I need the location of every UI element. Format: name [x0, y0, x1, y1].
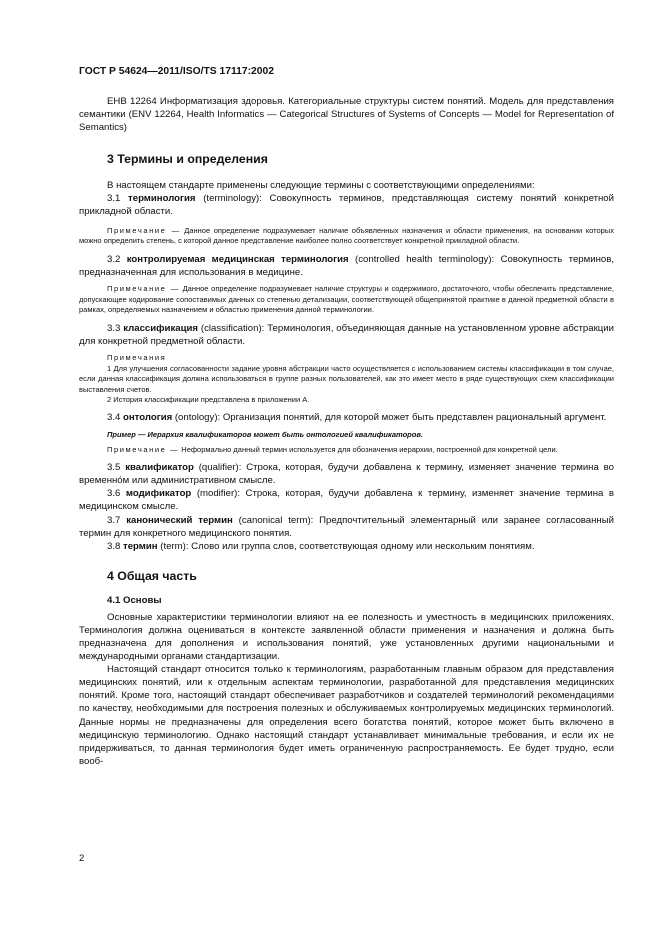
term-definition: (classification): Терминология, объединяющая данные на установленном уровне абстракции для конкретной предметной области. — [79, 322, 615, 347]
term-name: терминология — [128, 193, 196, 205]
note-3-3-item-2: 2 История классификации представлена в приложении А. — [107, 395, 310, 405]
note-label: Примечание — — [107, 283, 180, 293]
term-number: 3.7 — [107, 514, 121, 526]
term-definition: (term): Слово или группа слов, соответствующая одному или нескольким понятиям. — [157, 540, 535, 552]
term-name: классификация — [123, 322, 198, 334]
term-definition: (controlled health terminology): Совокупность терминов, предназначенная для использования в медицине. — [79, 253, 614, 278]
document-header: ГОСТ Р 54624—2011/ISO/TS 17117:2002 — [79, 66, 274, 77]
section-4-title: 4 Общая часть — [107, 568, 197, 583]
section-4-paragraph-1: Основные характеристики терминологии влияют на ее полезность и уместность в медицинских приложениях. Терминология должна оцениваться в контексте заявленной области применения и назначения и должна быть предназначена для дополнения и использования понятий, уже установленных другими национальными и международными органами стандартизации. — [79, 611, 614, 663]
term-number: 3.3 — [107, 322, 121, 334]
note-text: Неформально данный термин используется для обозначения иерархии, построенной для конкретной цели. — [179, 444, 558, 454]
term-number: 3.5 — [107, 462, 121, 474]
term-3-4 — [79, 411, 614, 424]
term-name: квалификатор — [125, 462, 194, 474]
term-definition: (modifier): Строка, которая, будучи добавлена к термину, изменяет значение термина в медицинском смысле. — [79, 488, 614, 513]
term-number: 3.2 — [107, 253, 121, 265]
section-4-paragraph-2: Настоящий стандарт относится только к терминологиям, разработанным главным образом для представления медицинских понятий, или к отдельным аспектам терминологии, разработанной для представления медицинских понятий. Кроме того, настоящий стандарт обеспечивает разработчиков и создателей терминологий рекомендациями по качеству, необходимыми для построения полезных и обслуживаемых контролируемых медицинских терминологий. Данные нормы не предназначены для определения всего богатства понятий, которое может быть включено в медицинскую терминологию. Однако настоящий стандарт устанавливает минимальные требования, и если их не придерживаться, то данная терминология будет иметь ограниченную распространяемость. Ее будет трудно, если вооб- — [79, 664, 614, 767]
example-3-4: Пример — Иерархия квалификаторов может быть онтологией квалификаторов. — [107, 429, 423, 439]
section-3-title: 3 Термины и определения — [107, 152, 268, 167]
note-3-1 — [79, 226, 614, 247]
notes-3-3-label: Примечания — [107, 352, 167, 362]
term-name: канонический термин — [126, 514, 233, 526]
note-text: Данное определение подразумевает наличие структуры и содержимого, достаточного, чтобы обеспечить представление, допускающее кодирование сопоставимых данных со степенью детализации, соответствующей общепринятой практике в данной предметной области в рамках, определяемых назначением и областью применения данной терминологии. — [79, 283, 615, 315]
normative-reference: ЕНВ 12264 Информатизация здоровья. Категориальные структуры систем понятий. Модель для представления семантики (ENV 12264, Health Informatics — Categorical Structures of Systems of Concepts — Model for Representation of Semantics) — [79, 96, 614, 134]
term-definition: (canonical term): Предпочтительный элементарный или заранее согласованный термин для конкретного медицинского понятия. — [79, 514, 614, 539]
page-number: 2 — [79, 853, 85, 864]
note-3-3-item-1: 1 Для улучшения согласованности задание уровня абстракции часто осуществляется с использованием системы классификации в том случае, если данная классификация должна использоваться в группе разных пользователей, как это имеет место в ряде существующих схем классификации выставления счетов. — [79, 363, 614, 394]
note-label: Примечание — — [107, 444, 180, 454]
term-definition: (ontology): Организация понятий, для которой может быть представлен рациональный аргумент. — [172, 411, 607, 423]
note-label: Примечание — — [107, 225, 181, 235]
section-3-lead: В настоящем стандарте применены следующие термины с соответствующими определениями: — [107, 180, 535, 192]
term-3-2 — [79, 253, 614, 279]
note-3-2 — [79, 284, 614, 316]
document-body — [79, 95, 614, 768]
term-3-6 — [79, 487, 614, 513]
term-number: 3.4 — [107, 411, 121, 423]
term-definition: (qualifier): Строка, которая, будучи добавлена к термину, изменяет значение термина во временно́м или административном смысле. — [79, 462, 615, 487]
term-number: 3.6 — [107, 488, 121, 500]
note-3-4 — [79, 445, 614, 456]
term-number: 3.1 — [107, 193, 121, 205]
term-3-5 — [79, 461, 614, 487]
term-name: модификатор — [125, 488, 192, 500]
term-number: 3.8 — [107, 540, 121, 552]
term-name: контролируемая медицинская терминология — [126, 253, 349, 265]
term-3-1 — [79, 192, 614, 218]
term-name: термин — [123, 540, 158, 552]
note-text: Данное определение подразумевает наличие объявленных назначения и области применения, на основании которых можно определить степень, с которой данное представление наиболее полно соответствует конкретной прикладной области. — [79, 225, 614, 246]
term-name: онтология — [123, 411, 173, 423]
term-definition: (terminology): Совокупность терминов, представляющая систему понятий конкретной прикладной области. — [79, 193, 614, 218]
term-3-8 — [79, 540, 614, 553]
term-3-3 — [79, 322, 614, 348]
subsection-4-1-title: 4.1 Основы — [107, 594, 162, 606]
term-3-7 — [79, 514, 614, 540]
